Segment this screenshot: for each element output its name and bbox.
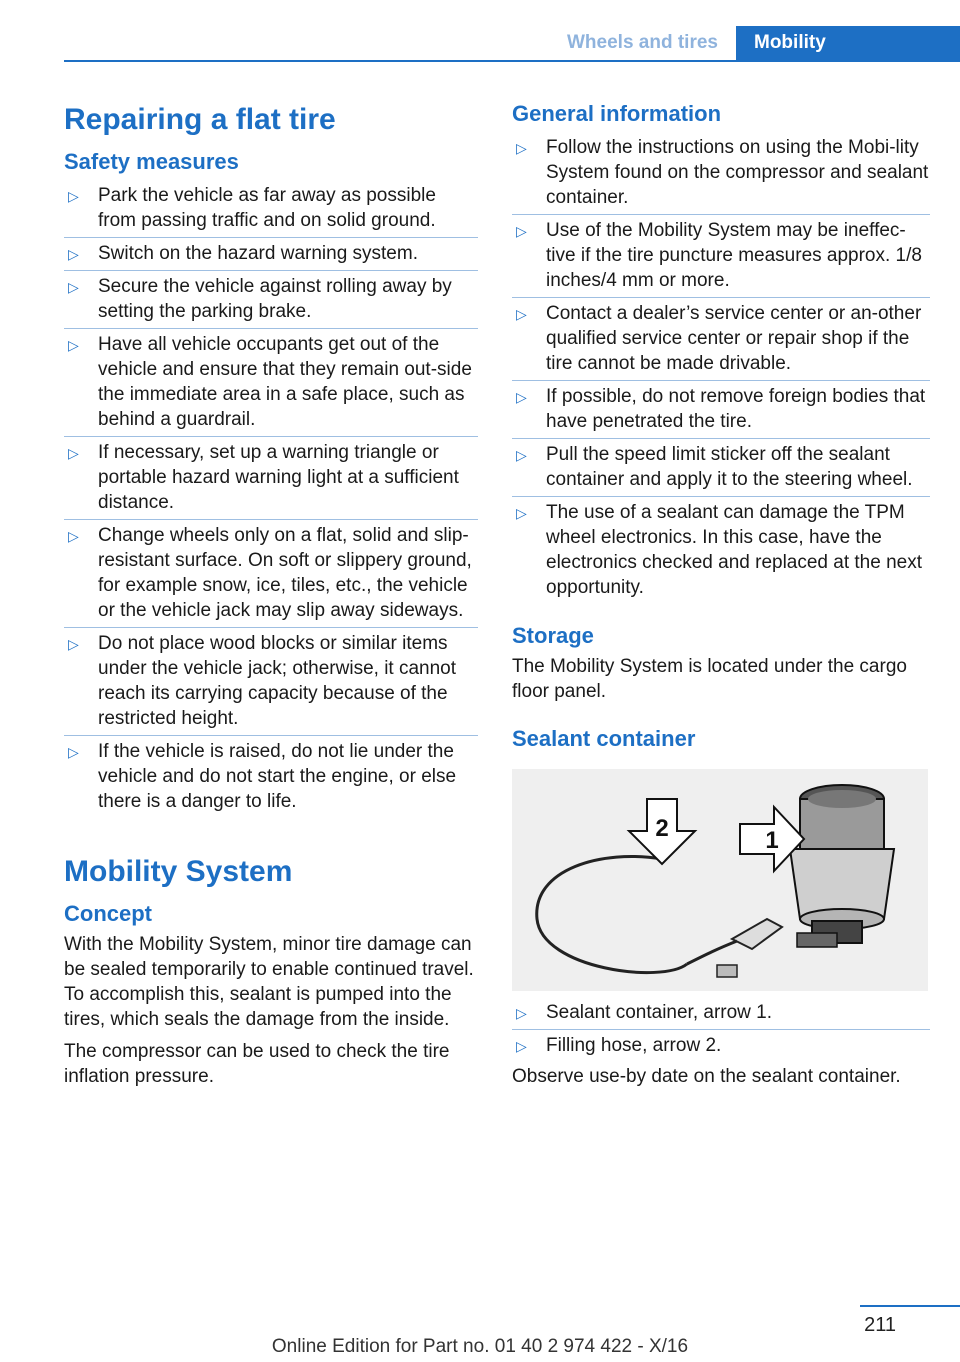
list-item: ▷ Pull the speed limit sticker off the sealant container and apply it to the steering wheel. xyxy=(512,438,930,496)
triangle-bullet-icon: ▷ xyxy=(68,188,79,204)
general-list xyxy=(512,132,930,604)
header-active-tab: Mobility xyxy=(736,26,960,62)
triangle-bullet-icon: ▷ xyxy=(516,505,527,521)
triangle-bullet-icon: ▷ xyxy=(516,1038,527,1054)
sealant-list xyxy=(512,997,930,1062)
triangle-bullet-icon: ▷ xyxy=(68,445,79,461)
list-item: ▷ The use of a sealant can damage the TPM wheel electronics. In this case, have the electronics checked and replaced at the next opportunity. xyxy=(512,496,930,604)
triangle-bullet-icon: ▷ xyxy=(516,1005,527,1021)
heading-concept: Concept xyxy=(64,901,152,926)
left-column xyxy=(64,96,478,1096)
list-item: ▷ Secure the vehicle against rolling away by setting the parking brake. xyxy=(64,270,478,328)
hose-connector xyxy=(717,965,737,977)
list-item: ▷ Change wheels only on a flat, solid and slip-resistant surface. On soft or slippery ground, for example snow, ice, tiles, etc., the vehicle or the vehicle jack may slip away sideways. xyxy=(64,519,478,627)
triangle-bullet-icon: ▷ xyxy=(516,389,527,405)
storage-paragraph: The Mobility System is located under the cargo floor panel. xyxy=(512,656,907,702)
svg-text:1: 1 xyxy=(765,827,779,854)
heading-safety-measures: Safety measures xyxy=(64,149,239,174)
safety-list xyxy=(64,180,478,818)
svg-text:2: 2 xyxy=(655,815,669,842)
footer-rule xyxy=(860,1305,960,1307)
triangle-bullet-icon: ▷ xyxy=(516,306,527,322)
triangle-bullet-icon: ▷ xyxy=(68,279,79,295)
use-by-paragraph: Observe use-by date on the sealant container. xyxy=(512,1066,901,1087)
list-item: ▷ If possible, do not remove foreign bodies that have penetrated the tire. xyxy=(512,380,930,438)
triangle-bullet-icon: ▷ xyxy=(68,337,79,353)
list-item: ▷ Use of the Mobility System may be ineffec-tive if the tire puncture measures approx. 1/8 inches/4 mm or more. xyxy=(512,214,930,297)
triangle-bullet-icon: ▷ xyxy=(68,528,79,544)
list-item: ▷ If the vehicle is raised, do not lie under the vehicle and do not start the engine, or else there is a danger to life. xyxy=(64,735,478,818)
list-item: ▷ Switch on the hazard warning system. xyxy=(64,237,478,270)
sealant-figure-svg xyxy=(512,769,928,991)
arrow-2-icon xyxy=(629,799,695,864)
triangle-bullet-icon: ▷ xyxy=(516,447,527,463)
title-mobility-system: Mobility System xyxy=(64,855,293,888)
hose-end xyxy=(732,919,782,949)
page-number: 211 xyxy=(864,1314,896,1336)
concept-paragraph: With the Mobility System, minor tire damage can be sealed temporarily to enable continued travel. To accomplish this, sealant is pumped into the tires, which seals the damage from the inside. xyxy=(64,934,474,1030)
list-item: ▷ Do not place wood blocks or similar items under the vehicle jack; otherwise, it cannot reach its carrying capacity because of the restricted height. xyxy=(64,627,478,735)
list-item: ▷ Filling hose, arrow 2. xyxy=(512,1029,930,1062)
sealant-container-figure xyxy=(512,769,928,991)
title-repairing-flat-tire: Repairing a flat tire xyxy=(64,103,336,136)
edition-footer: Online Edition for Part no. 01 40 2 974 422 - X/16 xyxy=(271,1336,689,1357)
heading-storage: Storage xyxy=(512,623,594,648)
triangle-bullet-icon: ▷ xyxy=(516,140,527,156)
header-rule xyxy=(64,60,960,62)
list-item: ▷ If necessary, set up a warning triangle or portable hazard warning light at a sufficient distance. xyxy=(64,436,478,519)
list-item: ▷ Park the vehicle as far away as possible from passing traffic and on solid ground. xyxy=(68,185,436,231)
triangle-bullet-icon: ▷ xyxy=(68,636,79,652)
heading-general-information: General information xyxy=(512,101,722,126)
triangle-bullet-icon: ▷ xyxy=(68,246,79,262)
filling-hose-illustration xyxy=(537,857,687,973)
triangle-bullet-icon: ▷ xyxy=(516,223,527,239)
list-item: ▷ Have all vehicle occupants get out of the vehicle and ensure that they remain out-side the immediate area in a safe place, such as behind a guardrail. xyxy=(64,328,478,436)
list-item: ▷ Contact a dealer’s service center or an-other qualified service center or repair shop if the tire cannot be made drivable. xyxy=(512,297,930,380)
triangle-bullet-icon: ▷ xyxy=(68,744,79,760)
heading-sealant-container: Sealant container xyxy=(512,726,696,751)
list-item: ▷ Sealant container, arrow 1. xyxy=(512,997,930,1029)
list-item: ▷ Follow the instructions on using the Mobi-lity System found on the compressor and sealant container. xyxy=(516,137,929,208)
sealant-container-illustration xyxy=(790,785,894,947)
right-column xyxy=(512,96,930,1096)
header-section-tab: Wheels and tires xyxy=(567,32,718,53)
compressor-paragraph: The compressor can be used to check the tire inflation pressure. xyxy=(64,1041,450,1087)
